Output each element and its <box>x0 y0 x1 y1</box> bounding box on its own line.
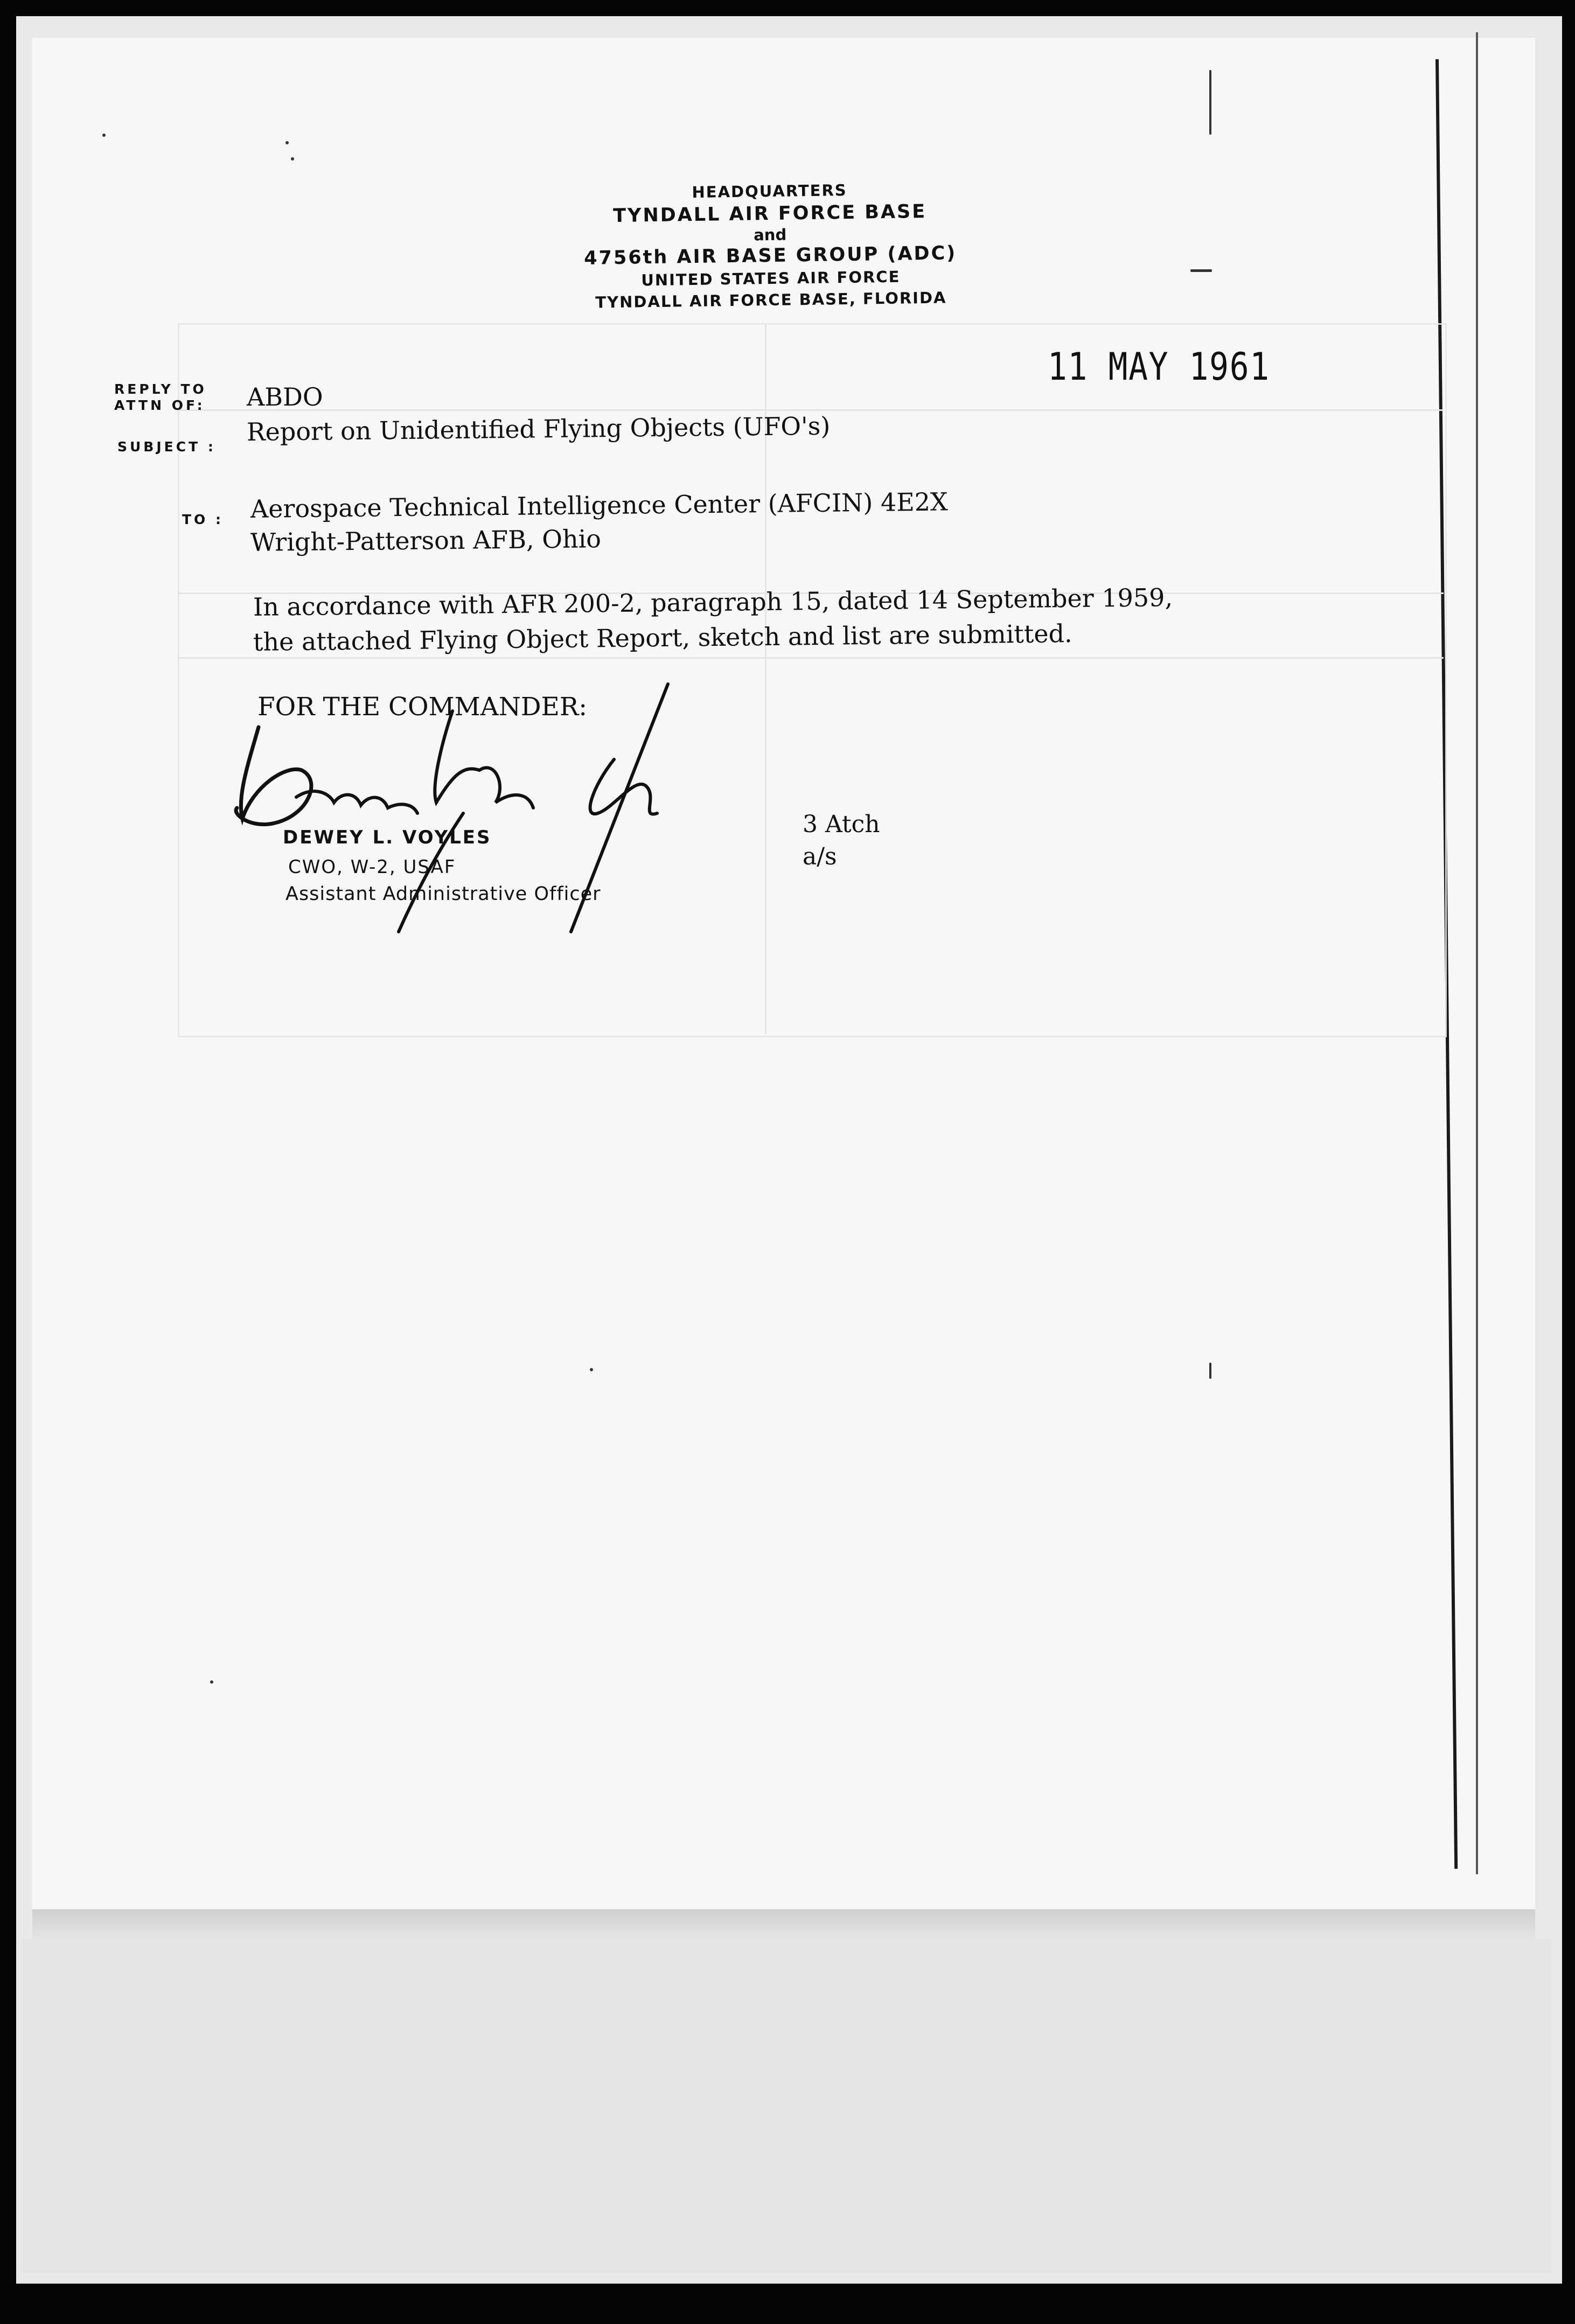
letterhead-base-name: TYNDALL AIR FORCE BASE <box>612 200 927 227</box>
for-the-commander: FOR THE COMMANDER: <box>257 692 588 722</box>
signer-title: Assistant Administrative Officer <box>285 883 601 905</box>
letterhead <box>527 177 1013 315</box>
signer-name: DEWEY L. VOYLES <box>283 827 492 848</box>
letterhead-group: 4756th AIR BASE GROUP (ADC) <box>583 242 957 269</box>
to-label: TO : <box>182 512 224 527</box>
reply-to-label <box>114 381 207 414</box>
letterhead-usaf: UNITED STATES AIR FORCE <box>641 267 901 290</box>
body-line2: the attached Flying Object Report, sketch and list are submitted. <box>253 619 1072 657</box>
dust-speck <box>1209 1363 1211 1379</box>
lower-sheet <box>22 1939 1551 2273</box>
dust-speck <box>210 1680 213 1684</box>
letterhead-and: and <box>753 225 787 245</box>
dust-speck <box>1190 269 1212 272</box>
paper-shadow <box>32 1909 1535 1942</box>
bleed-through-rule <box>178 409 1444 411</box>
reply-to-value: ABDO <box>247 382 323 411</box>
dust-speck <box>102 134 106 137</box>
dust-speck <box>291 157 294 160</box>
dust-speck <box>590 1368 593 1371</box>
dust-speck <box>1209 70 1211 135</box>
to-line1: Aerospace Technical Intelligence Center (AFCIN) 4E2X <box>250 487 949 524</box>
letterhead-headquarters: HEADQUARTERS <box>692 180 847 202</box>
body-line1: In accordance with AFR 200-2, paragraph 15, dated 14 September 1959, <box>253 583 1173 622</box>
paper-edge-line-outer <box>1476 32 1478 1874</box>
letterhead-location: TYNDALL AIR FORCE BASE, FLORIDA <box>595 288 947 312</box>
signer-rank: CWO, W-2, USAF <box>288 856 456 878</box>
attachments-count: 3 Atch <box>803 811 880 838</box>
reply-to-label-line2: ATTN OF: <box>114 397 205 413</box>
bleed-through-rule <box>178 657 1444 659</box>
subject-value: Report on Unidentified Flying Objects (UFO's) <box>246 411 831 446</box>
attachments-note: a/s <box>803 843 837 870</box>
dust-speck <box>285 141 289 144</box>
reply-to-label-line1: REPLY TO <box>114 381 207 397</box>
date-stamp: 11 MAY 1961 <box>1048 345 1270 389</box>
subject-label: SUBJECT : <box>117 439 216 455</box>
to-line2: Wright-Patterson AFB, Ohio <box>250 524 602 557</box>
